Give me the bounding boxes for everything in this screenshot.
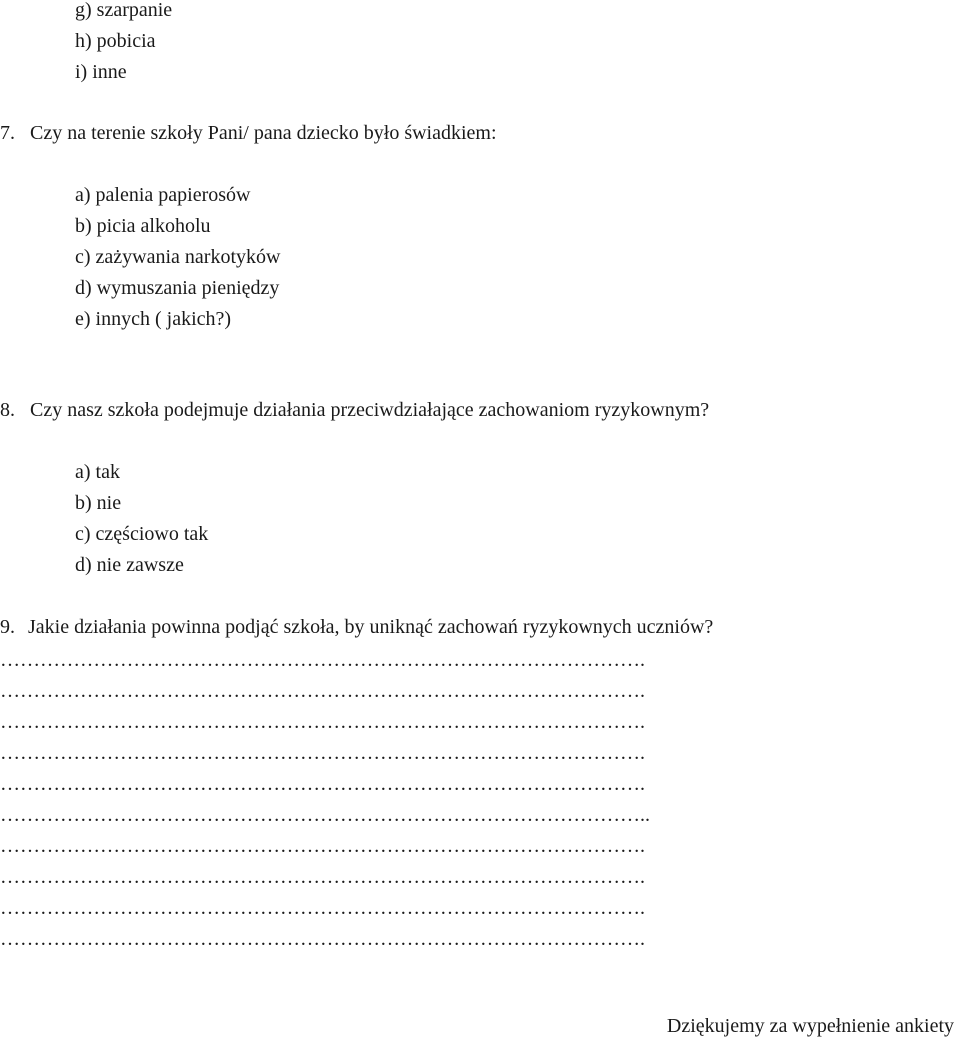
q7-option-a: a) palenia papierosów (75, 184, 251, 206)
answer-line: …………………………………………………………………………………….. (0, 804, 650, 826)
option-h: h) pobicia (75, 30, 156, 52)
option-g: g) szarpanie (75, 0, 173, 21)
question-9 (0, 615, 713, 639)
question-8-number: 8. (0, 399, 15, 421)
thank-you-footer: Dziękujemy za wypełnienie ankiety (666, 1015, 954, 1037)
answer-line: ……………………………………………………………………………………. (0, 711, 645, 733)
question-7 (0, 121, 497, 145)
q8-option-a: a) tak (75, 461, 120, 483)
answer-line: ……………………………………………………………………………………. (0, 649, 645, 671)
q7-option-c: c) zażywania narkotyków (75, 246, 281, 268)
question-9-text: Jakie działania powinna podjąć szkoła, by uniknąć zachowań ryzykownych uczniów? (28, 616, 714, 638)
answer-line: ……………………………………………………………………………………. (0, 928, 645, 950)
answer-line: ……………………………………………………………………………………. (0, 773, 645, 795)
option-i: i) inne (75, 61, 127, 83)
answer-line: ……………………………………………………………………………………. (0, 680, 645, 702)
q8-option-c: c) częściowo tak (75, 523, 209, 545)
q7-option-d: d) wymuszania pieniędzy (75, 277, 280, 299)
q7-option-b: b) picia alkoholu (75, 215, 211, 237)
answer-line: ……………………………………………………………………………………. (0, 897, 645, 919)
q7-option-e: e) innych ( jakich?) (75, 308, 232, 330)
question-7-number: 7. (0, 122, 15, 144)
answer-line: ……………………………………………………………………………………. (0, 742, 645, 764)
answer-line: ……………………………………………………………………………………. (0, 866, 645, 888)
question-9-number: 9. (0, 616, 15, 638)
q8-option-d: d) nie zawsze (75, 554, 184, 576)
answer-line: ……………………………………………………………………………………. (0, 835, 645, 857)
question-8 (0, 398, 709, 422)
question-8-text: Czy nasz szkoła podejmuje działania przeciwdziałające zachowaniom ryzykownym? (30, 399, 710, 421)
question-7-text: Czy na terenie szkoły Pani/ pana dziecko było świadkiem: (30, 122, 497, 144)
q8-option-b: b) nie (75, 492, 122, 514)
